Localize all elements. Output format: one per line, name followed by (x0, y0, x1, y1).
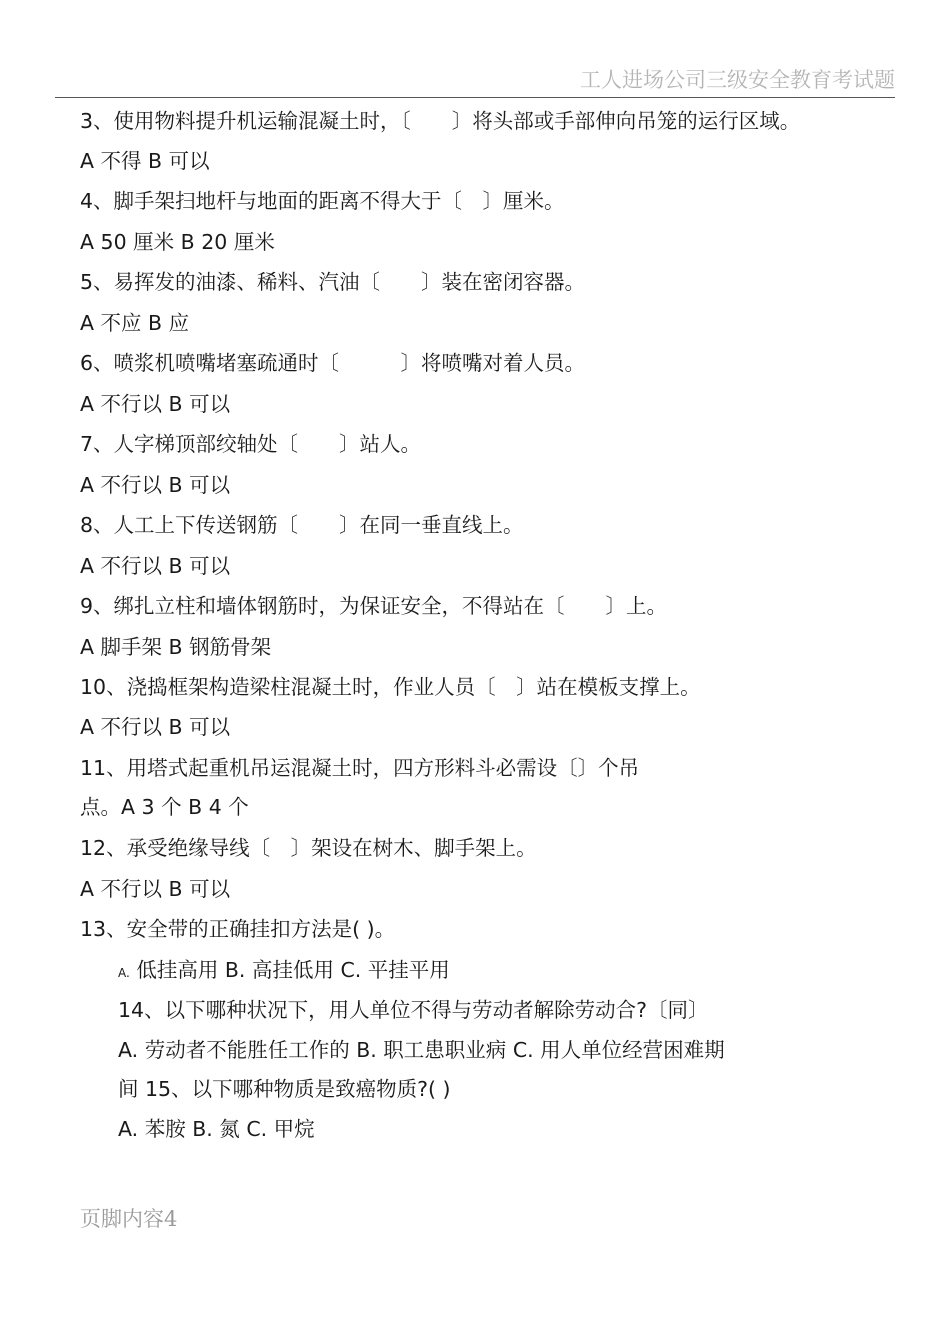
question-8: 8、人工上下传送钢筋〔 〕在同一垂直线上。 (80, 513, 524, 537)
question-4: 4、脚手架扫地杆与地面的距离不得大于〔 〕厘米。 (80, 189, 565, 213)
question-9: 9、绑扎立柱和墙体钢筋时，为保证安全，不得站在〔 〕上。 (80, 594, 668, 618)
question-3: 3、使用物料提升机运输混凝土时，〔 〕将头部或手部伸向吊笼的运行区域。 (80, 109, 801, 133)
page-header-title: 工人进场公司三级安全教育考试题 (580, 68, 895, 92)
answer-12: A 不行以 B 可以 (80, 877, 231, 901)
question-15: 间 15、以下哪种物质是致癌物质?( ) (118, 1077, 451, 1101)
option-a-marker: A. (118, 966, 130, 980)
page-footer: 页脚内容4 (80, 1207, 178, 1231)
question-6: 6、喷浆机喷嘴堵塞疏通时〔 〕将喷嘴对着人员。 (80, 351, 586, 375)
answer-9: A 脚手架 B 钢筋骨架 (80, 635, 272, 659)
question-7: 7、人字梯顶部绞轴处〔 〕站人。 (80, 432, 422, 456)
question-5: 5、易挥发的油漆、稀料、汽油〔 〕装在密闭容器。 (80, 270, 586, 294)
question-13: 13、安全带的正确挂扣方法是( )。 (80, 917, 396, 941)
answer-6: A 不行以 B 可以 (80, 392, 231, 416)
question-14: 14、以下哪种状况下，用人单位不得与劳动者解除劳动合?〔同〕 (118, 998, 709, 1022)
answer-4: A 50 厘米 B 20 厘米 (80, 230, 275, 254)
answer-8: A 不行以 B 可以 (80, 554, 231, 578)
question-11: 11、用塔式起重机吊运混凝土时，四方形料斗必需设〔〕个吊 (80, 756, 640, 780)
question-12: 12、承受绝缘导线〔 〕架设在树木、脚手架上。 (80, 836, 537, 860)
question-10: 10、浇捣框架构造梁柱混凝土时，作业人员〔 〕站在模板支撑上。 (80, 675, 701, 699)
answer-3: A 不得 B 可以 (80, 149, 210, 173)
answer-10: A 不行以 B 可以 (80, 715, 231, 739)
header-divider (55, 97, 895, 98)
answer-13 (118, 960, 450, 981)
answer-13-options: 低挂高用 B. 高挂低用 C. 平挂平用 (129, 958, 450, 982)
question-11-continued: 点。A 3 个 B 4 个 (80, 795, 249, 819)
answer-14: A. 劳动者不能胜任工作的 B. 职工患职业病 C. 用人单位经营困难期 (118, 1038, 725, 1062)
answer-15: A. 苯胺 B. 氮 C. 甲烷 (118, 1117, 315, 1141)
answer-7: A 不行以 B 可以 (80, 473, 231, 497)
answer-5: A 不应 B 应 (80, 311, 190, 335)
